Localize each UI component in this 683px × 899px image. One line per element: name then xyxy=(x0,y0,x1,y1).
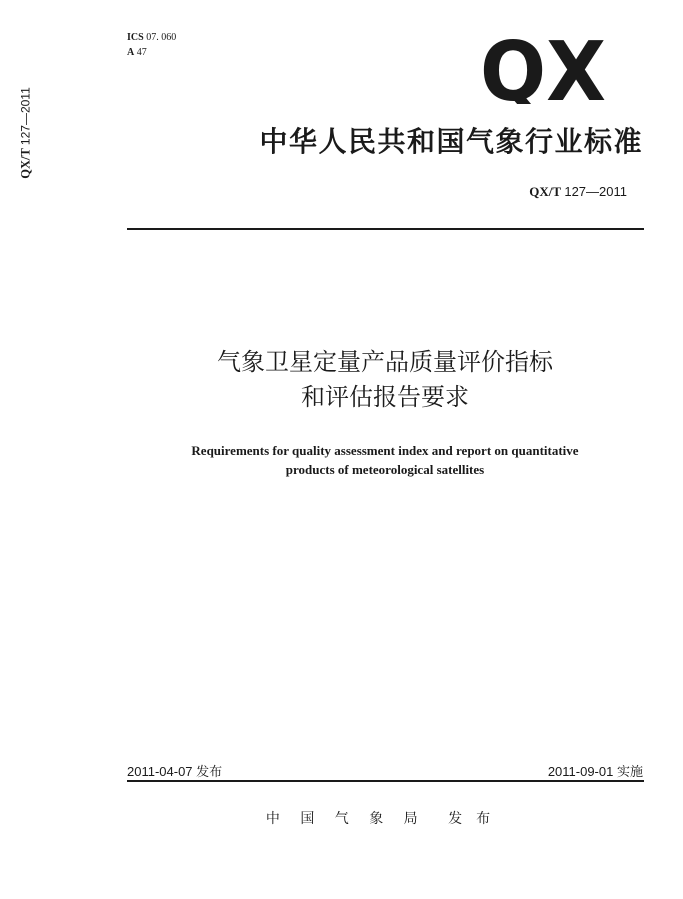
publisher xyxy=(100,808,670,828)
ics-code xyxy=(127,32,176,44)
standard-type-title: 中华人民共和国气象行业标准 xyxy=(259,125,643,158)
issue-date-label: 发布 xyxy=(196,765,223,780)
publisher-action: 发布 xyxy=(448,811,505,827)
effective-date-label: 实施 xyxy=(616,765,643,780)
ics-label: ICS xyxy=(127,32,144,43)
qx-logo xyxy=(478,34,608,104)
spine-number: 127—2011 xyxy=(18,87,33,146)
standard-code-prefix: QX/T xyxy=(529,184,562,199)
publisher-char: 气 xyxy=(334,811,349,827)
logo-text: QX xyxy=(480,34,606,104)
header-divider xyxy=(127,228,644,230)
standard-code-number: 127—2011 xyxy=(564,184,627,199)
ccs-number: 47 xyxy=(136,47,147,58)
issue-date xyxy=(127,761,222,780)
issue-date-value: 2011-04-07 xyxy=(127,764,193,779)
publisher-char: 中 xyxy=(265,811,280,827)
ccs-code xyxy=(127,47,147,59)
publisher-char: 局 xyxy=(403,811,418,827)
effective-date-value: 2011-09-01 xyxy=(547,764,614,779)
publisher-char: 国 xyxy=(300,811,315,827)
spine-prefix: QX/T xyxy=(18,148,33,179)
title-cn-line2: 和评估报告要求 xyxy=(301,383,469,411)
publisher-char: 象 xyxy=(369,811,384,827)
title-en-line1: Requirements for quality assessment index and report on quantitative xyxy=(191,443,579,458)
standard-code xyxy=(529,184,627,200)
ics-number: 07. 060 xyxy=(146,32,177,43)
footer-divider xyxy=(127,780,644,782)
title-en-line2: products of meteorological satellites xyxy=(285,462,485,477)
spine-code xyxy=(6,78,46,188)
effective-date xyxy=(548,761,643,780)
title-cn-line1: 气象卫星定量产品质量评价指标 xyxy=(217,348,553,376)
ccs-label: A xyxy=(127,47,135,58)
